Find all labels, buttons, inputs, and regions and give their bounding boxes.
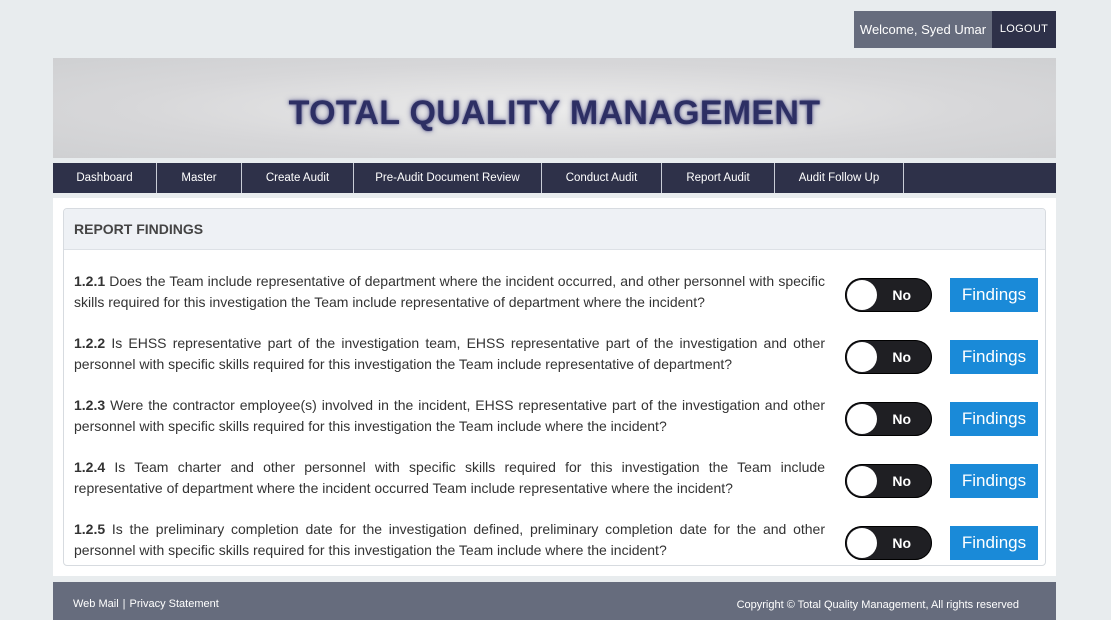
question-body: Is the preliminary completion date for the investigation defined, preliminary completion date for the and other personnel with specific skills required for this investigation the Team include where the incident? (74, 521, 825, 558)
panel-title: REPORT FINDINGS (64, 209, 1045, 250)
question-row (64, 457, 1046, 501)
question-body: Is Team charter and other personnel with specific skills required for this investigation the Team include representative of department where the incident occurred Team include representative where the incident? (74, 459, 825, 496)
question-number: 1.2.5 (74, 521, 106, 537)
question-row (64, 395, 1046, 439)
nav-report-audit[interactable]: Report Audit (662, 163, 775, 193)
question-number: 1.2.2 (74, 335, 106, 351)
footer-separator: | (122, 598, 126, 610)
toggle-knob (847, 342, 877, 372)
question-body: Is EHSS representative part of the investigation team, EHSS representative part of the investigation and other personnel with specific skills required for this investigation the Team include representative of department? (74, 335, 825, 372)
answer-toggle[interactable] (845, 340, 932, 374)
findings-button[interactable]: Findings (950, 340, 1038, 374)
nav-pre-audit-document-review[interactable]: Pre-Audit Document Review (354, 163, 542, 193)
toggle-label: No (892, 535, 911, 551)
nav-create-audit[interactable]: Create Audit (242, 163, 354, 193)
nav-audit-follow-up[interactable]: Audit Follow Up (775, 163, 904, 193)
toggle-knob (847, 466, 877, 496)
nav-dashboard[interactable]: Dashboard (53, 163, 157, 193)
toggle-knob (847, 528, 877, 558)
question-number: 1.2.3 (74, 397, 106, 413)
copyright-text: Copyright © Total Quality Management, All rights reserved (736, 599, 1019, 611)
privacy-statement-link[interactable]: Privacy Statement (129, 598, 219, 610)
toggle-label: No (892, 349, 911, 365)
question-text (74, 395, 825, 437)
answer-toggle[interactable] (845, 526, 932, 560)
question-text (74, 333, 825, 375)
main-nav (53, 163, 1056, 193)
footer (53, 582, 1056, 620)
findings-button[interactable]: Findings (950, 464, 1038, 498)
app-title: TOTAL QUALITY MANAGEMENT (288, 93, 821, 132)
toggle-knob (847, 404, 877, 434)
question-text (74, 519, 825, 561)
nav-master[interactable]: Master (157, 163, 242, 193)
question-number: 1.2.4 (74, 459, 106, 475)
webmail-link[interactable]: Web Mail (73, 598, 119, 610)
question-row (64, 271, 1046, 315)
toggle-knob (847, 280, 877, 310)
toggle-label: No (892, 473, 911, 489)
welcome-text: Welcome, Syed Umar (854, 11, 992, 48)
question-body: Were the contractor employee(s) involved in the incident, EHSS representative part of the investigation and other personnel with specific skills required for this investigation the Team include where the incident? (74, 397, 826, 434)
toggle-label: No (892, 411, 911, 427)
nav-conduct-audit[interactable]: Conduct Audit (542, 163, 662, 193)
question-body: Does the Team include representative of department where the incident occurred, and other personnel with specific skills required for this investigation the Team include representative of department where the incident? (74, 273, 826, 310)
question-row (64, 333, 1046, 377)
answer-toggle[interactable] (845, 278, 932, 312)
question-text (74, 271, 825, 313)
top-user-bar (854, 11, 1056, 48)
header-banner (53, 58, 1056, 158)
report-findings-panel (63, 208, 1046, 566)
findings-button[interactable]: Findings (950, 278, 1038, 312)
question-text (74, 457, 825, 499)
answer-toggle[interactable] (845, 464, 932, 498)
findings-button[interactable]: Findings (950, 402, 1038, 436)
content-area (53, 198, 1056, 576)
footer-links (73, 598, 219, 610)
question-number: 1.2.1 (74, 273, 106, 289)
toggle-label: No (892, 287, 911, 303)
logout-button[interactable]: LOGOUT (992, 11, 1056, 48)
question-row (64, 519, 1046, 563)
findings-button[interactable]: Findings (950, 526, 1038, 560)
answer-toggle[interactable] (845, 402, 932, 436)
